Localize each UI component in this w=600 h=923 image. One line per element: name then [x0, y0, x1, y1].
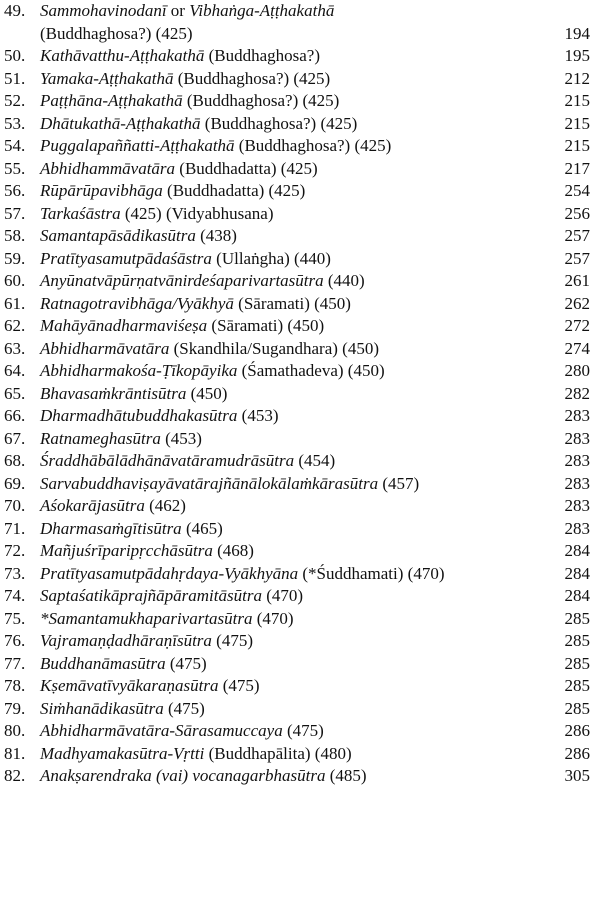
entry-title	[40, 360, 560, 383]
entry-number: 64.	[4, 361, 26, 380]
title-italic-segment: Sammohavinodanī	[40, 1, 167, 20]
entry-title-line	[40, 405, 560, 428]
toc-entry	[0, 720, 600, 743]
title-italic-segment: Dharmadhātubuddhakasūtra	[40, 406, 238, 425]
entry-page-number: 284	[564, 563, 590, 583]
title-roman-segment: (485)	[325, 766, 367, 785]
entry-number: 82.	[4, 766, 26, 785]
toc-entry	[0, 563, 600, 586]
entry-title-line	[40, 270, 560, 293]
entry-page-number: 283	[564, 518, 590, 538]
title-roman-segment: (Buddhaghosa?)	[204, 46, 320, 65]
title-roman-segment: (440)	[323, 271, 365, 290]
entry-page-number: 285	[564, 608, 590, 628]
entry-title	[40, 113, 560, 136]
entry-title-line	[40, 630, 560, 653]
entry-title-line	[40, 68, 560, 91]
toc-entry	[0, 675, 600, 698]
entry-page-number: 272	[564, 316, 590, 335]
title-italic-segment: Paṭṭhāna-Aṭṭhakathā	[40, 91, 183, 110]
toc-entry	[0, 405, 600, 428]
title-italic-segment: Abhidharmakośa-Ṭīkopāyika	[40, 361, 238, 380]
entry-number: 59.	[4, 248, 26, 268]
toc-entry	[0, 473, 600, 496]
entry-title-line	[40, 0, 560, 23]
entry-title-line	[40, 675, 560, 698]
title-italic-segment: Mahāyānadharmaviśeṣa	[40, 316, 208, 335]
entry-title	[40, 473, 560, 496]
entry-title-line	[40, 383, 560, 406]
entry-page-number: 194	[564, 23, 590, 43]
toc-entry	[0, 180, 600, 203]
title-roman-segment: (457)	[378, 473, 420, 493]
title-italic-segment: Dhātukathā-Aṭṭhakathā	[40, 113, 201, 133]
entry-title-line	[40, 585, 560, 608]
title-italic-segment: Dharmasaṁgītisūtra	[40, 518, 182, 538]
title-italic-segment: Mañjuśrīparipṛcchāsūtra	[40, 541, 213, 560]
toc-entry	[0, 360, 600, 383]
entry-page-number: 283	[564, 473, 590, 493]
entry-title	[40, 608, 560, 631]
entry-number: 73.	[4, 563, 26, 583]
title-italic-segment: Ratnameghasūtra	[40, 428, 161, 448]
entry-title-line	[40, 135, 560, 158]
entry-title	[40, 45, 560, 68]
entry-title	[40, 0, 560, 45]
title-roman-segment: (Sāramati) (450)	[207, 316, 325, 335]
entry-title-line	[40, 428, 560, 451]
toc-entry	[0, 338, 600, 361]
toc-entry	[0, 158, 600, 181]
entry-number: 54.	[4, 136, 26, 155]
toc-entry	[0, 383, 600, 406]
entry-page-number: 285	[564, 631, 590, 650]
title-roman-segment: (438)	[195, 226, 237, 245]
entry-title-line	[40, 90, 560, 113]
title-roman-segment: (Buddhaghosa?) (425)	[40, 23, 193, 43]
entry-title-line	[40, 495, 560, 518]
entry-title-line	[40, 180, 560, 203]
entry-title	[40, 338, 560, 361]
title-roman-segment: (Sāramati) (450)	[233, 293, 351, 313]
toc-entry	[0, 653, 600, 676]
title-roman-segment: (475)	[163, 698, 205, 718]
entry-number: 68.	[4, 451, 26, 470]
entry-number: 58.	[4, 226, 26, 245]
entry-title	[40, 135, 560, 158]
title-roman-segment: (475)	[282, 721, 324, 740]
entry-title-line	[40, 608, 560, 631]
toc-entry	[0, 225, 600, 248]
entry-title	[40, 315, 560, 338]
entry-number: 51.	[4, 68, 26, 88]
entry-number: 74.	[4, 586, 26, 605]
title-roman-segment: (462)	[144, 496, 186, 515]
entry-number: 53.	[4, 113, 26, 133]
entry-number: 57.	[4, 203, 26, 223]
entry-title	[40, 405, 560, 428]
title-italic-segment: Yamaka-Aṭṭhakathā	[40, 68, 174, 88]
entry-page-number: 261	[564, 271, 590, 290]
entry-page-number: 284	[564, 586, 590, 605]
entry-title-line	[40, 743, 560, 766]
entry-number: 72.	[4, 541, 26, 560]
entry-page-number: 274	[564, 338, 590, 358]
entry-page-number: 286	[564, 721, 590, 740]
entry-number: 61.	[4, 293, 26, 313]
entry-title-line	[40, 473, 560, 496]
entry-number: 66.	[4, 406, 26, 425]
entry-page-number: 256	[564, 203, 590, 223]
title-roman-segment: (Buddhaghosa?) (425)	[200, 113, 358, 133]
toc-entry	[0, 90, 600, 113]
entry-number: 71.	[4, 518, 26, 538]
toc-entry	[0, 45, 600, 68]
title-roman-segment: (Skandhila/Sugandhara) (450)	[169, 338, 380, 358]
title-roman-segment: (Buddhaghosa?) (425)	[234, 136, 392, 155]
entry-title-line	[40, 765, 560, 788]
entry-title-line	[40, 518, 560, 541]
title-italic-segment: Anyūnatvāpūrṇatvānirdeśaparivartasūtra	[40, 271, 324, 290]
entry-title-line	[40, 113, 560, 136]
entry-title	[40, 270, 560, 293]
title-roman-segment: (425) (Vidyabhusana)	[120, 203, 274, 223]
entry-title-line	[40, 698, 560, 721]
toc-entry	[0, 315, 600, 338]
entry-number: 49.	[4, 1, 26, 20]
title-italic-segment: Śraddhābālādhānāvatāramudrāsūtra	[40, 451, 295, 470]
toc-entry	[0, 608, 600, 631]
entry-title	[40, 495, 560, 518]
toc-entry	[0, 135, 600, 158]
entry-title	[40, 585, 560, 608]
toc-entry	[0, 743, 600, 766]
entry-title-line	[40, 23, 560, 46]
title-italic-segment: Puggalapaññatti-Aṭṭhakathā	[40, 136, 235, 155]
entry-page-number: 257	[564, 248, 590, 268]
entry-title-line	[40, 540, 560, 563]
entry-number: 76.	[4, 631, 26, 650]
toc-entry	[0, 540, 600, 563]
title-roman-segment: (Śamathadeva) (450)	[237, 361, 385, 380]
entry-title	[40, 428, 560, 451]
entry-number: 62.	[4, 316, 26, 335]
entry-number: 65.	[4, 383, 26, 403]
entry-number: 81.	[4, 743, 26, 763]
entry-title	[40, 630, 560, 653]
entry-title	[40, 293, 560, 316]
entry-title	[40, 653, 560, 676]
entry-title	[40, 225, 560, 248]
entry-number: 55.	[4, 158, 26, 178]
entry-page-number: 217	[564, 158, 590, 178]
title-roman-segment: (470)	[261, 586, 304, 605]
entry-number: 77.	[4, 653, 26, 673]
entry-title	[40, 675, 560, 698]
entry-number: 63.	[4, 338, 26, 358]
entry-title-line	[40, 293, 560, 316]
toc-entry	[0, 518, 600, 541]
title-italic-segment: Abhidhammāvatāra	[40, 158, 176, 178]
entry-title-line	[40, 315, 560, 338]
entry-page-number: 283	[564, 406, 590, 425]
title-italic-segment: Pratītyasamutpādahṛdaya-Vyākhyāna	[40, 563, 299, 583]
entry-title-line	[40, 360, 560, 383]
entry-number: 67.	[4, 428, 26, 448]
entry-title-line	[40, 720, 560, 743]
entry-title-line	[40, 158, 560, 181]
title-roman-segment: (Buddhapālita) (480)	[204, 743, 352, 763]
toc-entry	[0, 113, 600, 136]
toc-entry	[0, 630, 600, 653]
entry-title	[40, 68, 560, 91]
entry-page-number: 257	[564, 226, 590, 245]
entry-page-number: 262	[564, 293, 590, 313]
title-italic-segment: Buddhanāmasūtra	[40, 653, 166, 673]
entry-page-number: 285	[564, 653, 590, 673]
title-italic-segment: Abhidharmāvatāra-Sārasamuccaya	[40, 721, 283, 740]
entry-number: 80.	[4, 721, 26, 740]
title-roman-segment: (475)	[218, 676, 260, 695]
entry-title-line	[40, 203, 560, 226]
toc-entry	[0, 698, 600, 721]
entry-title	[40, 518, 560, 541]
entry-page-number: 254	[564, 181, 590, 200]
toc-entry	[0, 270, 600, 293]
title-roman-segment: (Ullaṅgha) (440)	[211, 248, 331, 268]
title-roman-segment: (Buddhaghosa?) (425)	[182, 91, 340, 110]
entry-title	[40, 698, 560, 721]
title-italic-segment: Anakṣarendraka (vai) vocanagarbhasūtra	[40, 766, 326, 785]
entry-page-number: 284	[564, 541, 590, 560]
entry-number: 69.	[4, 473, 26, 493]
entry-page-number: 195	[564, 46, 590, 65]
entry-title	[40, 540, 560, 563]
entry-number: 52.	[4, 91, 26, 110]
title-roman-segment: (470)	[252, 608, 294, 628]
entry-number: 60.	[4, 271, 26, 290]
title-italic-segment: Aśokarājasūtra	[40, 496, 145, 515]
title-italic-segment: Samantapāsādikasūtra	[40, 226, 196, 245]
entry-page-number: 286	[564, 743, 590, 763]
title-roman-segment: or	[166, 1, 190, 20]
title-italic-segment: Tarkaśāstra	[40, 203, 121, 223]
entry-title	[40, 765, 560, 788]
toc-entry	[0, 68, 600, 91]
entry-page-number: 285	[564, 698, 590, 718]
entry-page-number: 283	[564, 451, 590, 470]
entry-title-line	[40, 338, 560, 361]
toc-entry	[0, 495, 600, 518]
entry-page-number: 215	[564, 136, 590, 155]
title-italic-segment: Saptaśatikāprajñāpāramitāsūtra	[40, 586, 262, 605]
entry-title-line	[40, 563, 560, 586]
entry-title-line	[40, 248, 560, 271]
entry-number: 70.	[4, 496, 26, 515]
entry-page-number: 305	[564, 766, 590, 785]
title-italic-segment: Bhavasaṁkrāntisūtra	[40, 383, 187, 403]
entry-number: 78.	[4, 676, 26, 695]
entry-page-number: 285	[564, 676, 590, 695]
entry-title	[40, 248, 560, 271]
entry-title	[40, 563, 560, 586]
entry-number: 79.	[4, 698, 26, 718]
title-roman-segment: (453)	[237, 406, 279, 425]
toc-entry	[0, 765, 600, 788]
title-roman-segment: (465)	[181, 518, 223, 538]
title-roman-segment: (Buddhadatta) (425)	[175, 158, 318, 178]
toc-entry	[0, 203, 600, 226]
title-italic-segment: Kathāvatthu-Aṭṭhakathā	[40, 46, 205, 65]
title-roman-segment: (475)	[211, 631, 253, 650]
title-roman-segment: (450)	[186, 383, 228, 403]
title-roman-segment: (Buddhaghosa?) (425)	[173, 68, 331, 88]
entry-title-line	[40, 653, 560, 676]
entry-title-line	[40, 225, 560, 248]
title-italic-segment: *Samantamukhaparivartasūtra	[40, 608, 253, 628]
entry-title	[40, 743, 560, 766]
entry-title	[40, 158, 560, 181]
title-italic-segment: Abhidharmāvatāra	[40, 338, 170, 358]
toc-entry	[0, 293, 600, 316]
entry-title	[40, 383, 560, 406]
entry-title-line	[40, 45, 560, 68]
entry-page-number: 215	[564, 113, 590, 133]
title-roman-segment: (454)	[294, 451, 336, 470]
entry-title	[40, 180, 560, 203]
title-italic-segment: Madhyamakasūtra-Vṛtti	[40, 743, 205, 763]
entry-number: 50.	[4, 46, 26, 65]
title-italic-segment: Siṁhanādikasūtra	[40, 698, 164, 718]
entry-title	[40, 720, 560, 743]
entry-page-number: 215	[564, 91, 590, 110]
entry-number: 75.	[4, 608, 26, 628]
title-italic-segment: Sarvabuddhaviṣayāvatārajñānālokālaṁkārasūtra	[40, 473, 379, 493]
title-roman-segment: (Buddhadatta) (425)	[162, 181, 306, 200]
toc-entry	[0, 0, 600, 45]
title-italic-segment: Vajramaṇḍadhāraṇīsūtra	[40, 631, 212, 650]
toc-entry	[0, 585, 600, 608]
title-italic-segment: Rūpārūpavibhāga	[40, 181, 163, 200]
title-italic-segment: Pratītyasamutpādaśāstra	[40, 248, 212, 268]
entry-title	[40, 203, 560, 226]
title-italic-segment: Kṣemāvatīvyākaraṇasūtra	[40, 676, 219, 695]
title-roman-segment: (453)	[160, 428, 202, 448]
title-italic-segment: Vibhaṅga-Aṭṭhakathā	[189, 1, 335, 20]
toc-entry	[0, 450, 600, 473]
entry-page-number: 283	[564, 496, 590, 515]
entry-page-number: 280	[564, 361, 590, 380]
title-roman-segment: (468)	[212, 541, 254, 560]
entry-page-number: 212	[564, 68, 590, 88]
entry-title-line	[40, 450, 560, 473]
entry-page-number: 283	[564, 428, 590, 448]
entry-page-number: 282	[564, 383, 590, 403]
title-roman-segment: (475)	[165, 653, 207, 673]
toc-entry	[0, 248, 600, 271]
toc-entry	[0, 428, 600, 451]
entry-title	[40, 450, 560, 473]
entry-title	[40, 90, 560, 113]
title-italic-segment: Ratnagotravibhāga/Vyākhyā	[40, 293, 234, 313]
entry-number: 56.	[4, 181, 26, 200]
title-roman-segment: (*Śuddhamati) (470)	[298, 563, 445, 583]
